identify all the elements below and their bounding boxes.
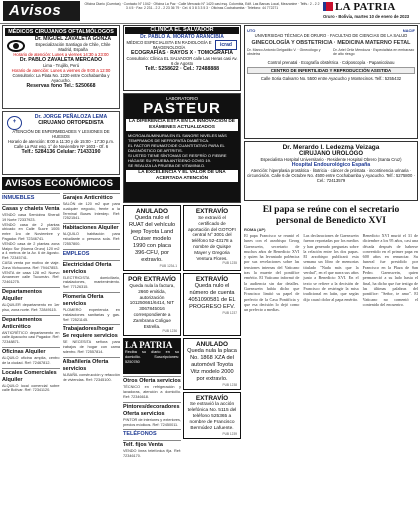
clinic-logo-icon: + [7, 116, 22, 130]
icrad-badge: icrad [215, 40, 237, 50]
classifieds-subcolumn-b: Garajes Anticrético SALÓN de 120 m2 que para cualquier negocio, frente a la Terminal Buses Interdep. Ref: 72521541. Habitaciones Alquiler ALQUILO habitación para estudiante o persona sola. Ref: 72557800. EMPLEOS Electricidad Oferta servicios ELECTRICISTA domiciliario, instalaciones, mantenimiento. Ref: 77126315. Plomeria Oferta servicios PLOMERO experiencia en instalaciones sanitarias y gas. Ref: 72521145. Trabajadores/hogar Se requiere servicios SE NECESITA señora para trabajos de hogar con cama adentro. Ref: 72557814. Albañilería Oferta servicios ALBAÑIL construcción y refacción de viviendas. Ref: 72345100. [62, 195, 120, 382]
article-column-1: El papa Francisco se reunió el lunes con el arzobispo Georg Gaenswein, secretario de muchos años de Benedicto XVI y quien ha levantado polémica por sus revelaciones sobre las tensiones internas del Vaticano tras la muerte del pontífice emérito. El Vaticano informó de la audiencia sin dar detalles. Gaenswein había dicho que Francisco limitó su papel de prefecto de la Casa Pontificia y que esa decisión lo dejó como un prefecto a medias. [244, 233, 300, 313]
flag-icon [323, 2, 333, 11]
page-header [0, 0, 420, 24]
ad-la-patria-subscription: LA PATRIA Reciba su diario en su domicilio. Suscripciones: 5250780 [123, 338, 181, 374]
column-right [244, 25, 418, 312]
ad-orthopedist: + Dr. JORGE PEÑALOZA LEMA CIRUJANO ORTOPEDISTA ATENCIÓN DE ENFERMEDADES Y LESIONES DE HUESOS Horario de atención: 8:00 a 11:30 y de 15:00 - 17:30 p.m. Calle La Paz esq. 1° de Noviembre Nº 1603 - Of. 6 Telf.: 5284136 Celular: 71433190 [2, 111, 120, 175]
notice-box: EXTRAVÍO Queda nulo el número de cuenta 4051090581 de EL PROGRESO EFV. PUB 1237 [183, 273, 241, 336]
notice-box: EXTRAVÍO Se extravió la acción telefónica No. 5115 del teléfono 525365 a nombre de Francisco Bermúdez Lafuente. PUB 1239 [183, 392, 241, 439]
notice-box: ANULADO Queda nulo el RUAT del vehículo jeep Toyota Land Cruiser modelo 1990 con placa 396-CFU, por extravío. PUB 1234-1 [123, 205, 181, 271]
university-logo: UTO [247, 28, 256, 33]
notice-box: POR EXTRAVÍO Queda nula la factura, 2660 emitida, autorización 101250661/6414, NIT 3067845016 correspondiente a Zambrana Coligue Estrella. PUB 1236 [123, 273, 181, 336]
ad-gynecology-clinic: UTO NACIF UNIVERSIDAD TÉCNICA DE ORURO · FACULTAD DE CIENCIAS DE LA SALUD GINECOLOGÍA Y OBSTETRICIA · MEDICINA MATERNO FETAL Dr. Marco Antonio Delgadillo V. · Ginecólogo y obstetra Dr. Ariel Ortiz Mendoza · Especialista en embarazo de alto riesgo Control prenatal · Ecografía obstétrica · Colposcopía · Papanicolaou CENTRO DE INFERTILIDAD Y REPRODUCCIÓN ASISTIDA Calle Soria Galvarro No. 5500 entre Ayacucho y Montecinos. Telf.: 5255432 [244, 25, 418, 139]
article-byline: ROMA (AP) [244, 227, 266, 232]
ad-ophthalmologists: MÉDICOS CIRUJANOS OFTALMÓLOGOS Dr. MIGUEL ZAVALETA GONZA Especialización Santiago de Chile, Chile Madrid, España Horario de atención: Lunes a viernes 14:30 a 23:00 Dr. PABLO ZAVALETA MERCADO Lima - Trujillo, Perú Horario de atención: Lunes a viernes de 9:00 a 12:00 Consultorio: La Plata No. 1220 entre Cochabamba y Ayacucho. Reservas fono Tel.: 5250668 [2, 25, 120, 109]
article-body [244, 233, 418, 312]
column-left [2, 25, 120, 393]
issue-date: Oruro - Bolivia, martes 10 de enero de 2023 [323, 14, 410, 19]
newspaper-logo: LA PATRIA [323, 1, 418, 13]
notice-box: ANULADO Queda nula la placa No. 1868 XZA del automóvil Toyota Vitz modelo 2000 por extravío. PUB 1238 [183, 338, 241, 390]
ad-laboratorio-pasteur: LABORATORIO PASTEUR LA DIFERENCIA ESTÁ EN LA INNOVACIÓN DE EXÁMENES ACTUALIZADOS MICROALBUMINURIA EN EL SANGRE NIVELES MÁS TEMPRANOS DE NEFROPATÍA DIABÉTICA. EL FACTOR REUMATOIDE CUANTITATIVO PARA EL DIAGNÓSTICO DE ARTRITIS. SI USTED TIENE SÍNTOMAS DE RESFRÍO O FIEBRE HÁGASE SU PRUEBA ANTÍGENO COVID 19. SE REALIZA LA PRUEBA DE VITAMINA D. LA EXCELENCIA Y EL VALOR DE UNA ACERTADA ATENCIÓN [123, 93, 241, 203]
article-column-2: Las declaraciones de Gaenswein fueron reportadas por los medios y han generado preguntas sobre la relación entre los dos papas. El arzobispo publicará esta semana un libro de memorias titulado "Nada más que la verdad", en el que narra sus años junto a Benedicto XVI. En el texto se refiere a la decisión de Francisco de restringir la misa tradicional en latín, que según dijo causó dolor al papa emérito. [303, 233, 359, 302]
column-middle: CLÍNICA EL SALVADOR Dr. PABLO A. MORATO ARANCIBIA MÉDICO ESPECIALISTA EN RADIOLOGÍA E IMAGENOLOGÍA icrad ECOGRAFÍAS · RAYOS X · TOMOGRAFÍA Consultorio: Clínica EL SALVADOR calle Las Heras casi Av. 6 de Agosto Telf.: 5258622 · Cel.: 72488888 LABORATORIO PASTEUR LA DIFERENCIA ESTÁ EN LA INNOVACIÓN DE EXÁMENES ACTUALIZADOS MICROALBUMINURIA EN EL SANGRE NIVELES MÁS TEMPRANOS DE NEFROPATÍA DIABÉTICA. EL FACTOR REUMATOIDE CUANTITATIVO PARA EL DIAGNÓSTICO DE ARTRITIS. SI USTED TIENE SÍNTOMAS DE RESFRÍO O FIEBRE HÁGASE SU PRUEBA ANTÍGENO COVID 19. SE REALIZA LA PRUEBA DE VITAMINA D. LA EXCELENCIA Y EL VALOR DE UNA ACERTADA ATENCIÓN ANULADO Queda nulo el RUAT del vehículo jeep Toyota Land Cruiser modelo 1990 con placa 396-CFU, por extravío. PUB 1234-1 EXTRAVÍO Se extravió el certificado de aportación del GOTOFI central N° 3001 del teléfono 52-43178 a nombre de Quispe Mayer y Gregoria Ventura Flores. PUB 1235 POR EXTRAVÍO Queda nula la factura, 2660 emitida, autorización 101250661/6414, NIT 3067845016 correspondiente a Zambrana Coligue Estrella. PUB 1236 EXTRAVÍO Queda nulo el número de cuenta 4051090581 de EL PROGRESO EFV. PUB 1237 LA PATRIA Reciba su diario en su domicilio. Suscripciones: 5250780 Otros Oferta servicios TÉCNICO en refrigeración y lavadoras, atención a domicilio. Ref: 72346618. Pintores/decoradores Oferta servicios PINTOR de interiores y exteriores, precios módicos. Ref: 72450011. TELÉFONOS Telf. fijos Venta VENDO línea telefónica fija. Ref: 72346170. ANULADO Queda nula la placa No. 1868 XZA del automóvil Toyota Vitz modelo 2000 por extravío. PUB 1238 EXTRAVÍO Se extravió la acción telefónica No. 5115 del teléfono 525365 a nombre de Francisco Bermúdez Lafuente. PUB 1239 [123, 25, 241, 459]
header-contact-info: Oficina Diario (Cuentas) · Contacto N° 1042 · Oficina La Paz · Calle Mercado N° 1420 casi esq. Colombia, Edif. Las Barcas Local, Mezzanine · Telfs.: 2 - 2 2 3 4 5 · Fax: 2 231 - 2 2 - 2 23 36 79 · Cel. 6 3 8 3 3 5 3 · Oficinas Cochabamba · Telefono: 44 772271 [84, 2, 320, 11]
nacif-logo: NACIF [402, 28, 415, 33]
classifieds-title: AVISOS ECONÓMICOS [2, 177, 120, 190]
article-headline: El papa se reúne con el secretario personal de Benedicto XVI [262, 204, 400, 226]
classifieds-subcolumn-a: INMUEBLES Casas y chalets Venta VENDO casa Semiobra Sherali 19 Norte 72337923. VENDO casa de 2 plantas ubicado en Calle Sucre 1005 entre 1ro de Noviembre y Pagador. Ref: 72346741. VENDO casa de 2 plantas zona Maipo Sur (Nueva Oruro) 120 m2 a 4 metros de la Av. 6 de Agosto. Ref: 72345741. CASA venta por motivo de viaje. Zona Vichucoma. Ref: 79447853. VENTA de casa 128 m2 Nuevo Amanecer calle Tucumán. Ref: 72461275. Departamentos Alquiler ALQUILER departamento en 1er piso, zona norte. Ref: 72849115. Departamentos Anticrético ANTICRÉTICO departamento en calle Ayacucho casi Pagador. Ref: 72348871. Oficinas Alquiler ALQUILO oficina amplia, centro de la ciudad. Ref: 72467812. Locales Comerciales Alquiler ALQUILO local comercial sobre calle Bolívar. Ref: 72341120. [2, 195, 60, 393]
ad-clinica-el-salvador: CLÍNICA EL SALVADOR Dr. PABLO A. MORATO ARANCIBIA MÉDICO ESPECIALISTA EN RADIOLOGÍA E IMAGENOLOGÍA icrad ECOGRAFÍAS · RAYOS X · TOMOGRAFÍA Consultorio: Clínica EL SALVADOR calle Las Heras casi Av. 6 de Agosto Telf.: 5258622 · Cel.: 72488888 [123, 25, 241, 91]
ad-urologist: Dr. Merardo I. Ledezma Veizaga CIRUJANO UROLÓGO Especialista Hospital Universitario · Residente Hospital Obrero (Santa Cruz) Hospital Endourológico España Atención: hiperplasia prostática · litotricia · cáncer de próstata · incontinencia urinaria · circuncisión. Calle 6 de Octubre No. 4500 entre Cochabamba y Ayacucho. Telf.: 5275800 · Cel.: 72413579 [244, 141, 418, 201]
eye-icon [7, 40, 25, 52]
article-column-3: Benedicto XVI murió el 31 de diciembre a los 95 años, casi una década después de haberse convertido en el primer papa en 600 años en renunciar. Su funeral fue presidido por Francisco en la Plaza de San Pedro. Gaenswein, quien permaneció a su lado hasta el final, ha dicho que fue testigo de las últimas palabras del pontífice: "Señor, te amo". El Vaticano no comentó el contenido del encuentro. [362, 233, 418, 307]
notice-box: EXTRAVÍO Se extravió el certificado de aportación del GOTOFI central N° 3001 del teléfono 52-43178 a nombre de Quispe Mayer y Gregoria Ventura Flores. PUB 1235 [183, 205, 241, 271]
section-title: Avisos [3, 1, 80, 21]
